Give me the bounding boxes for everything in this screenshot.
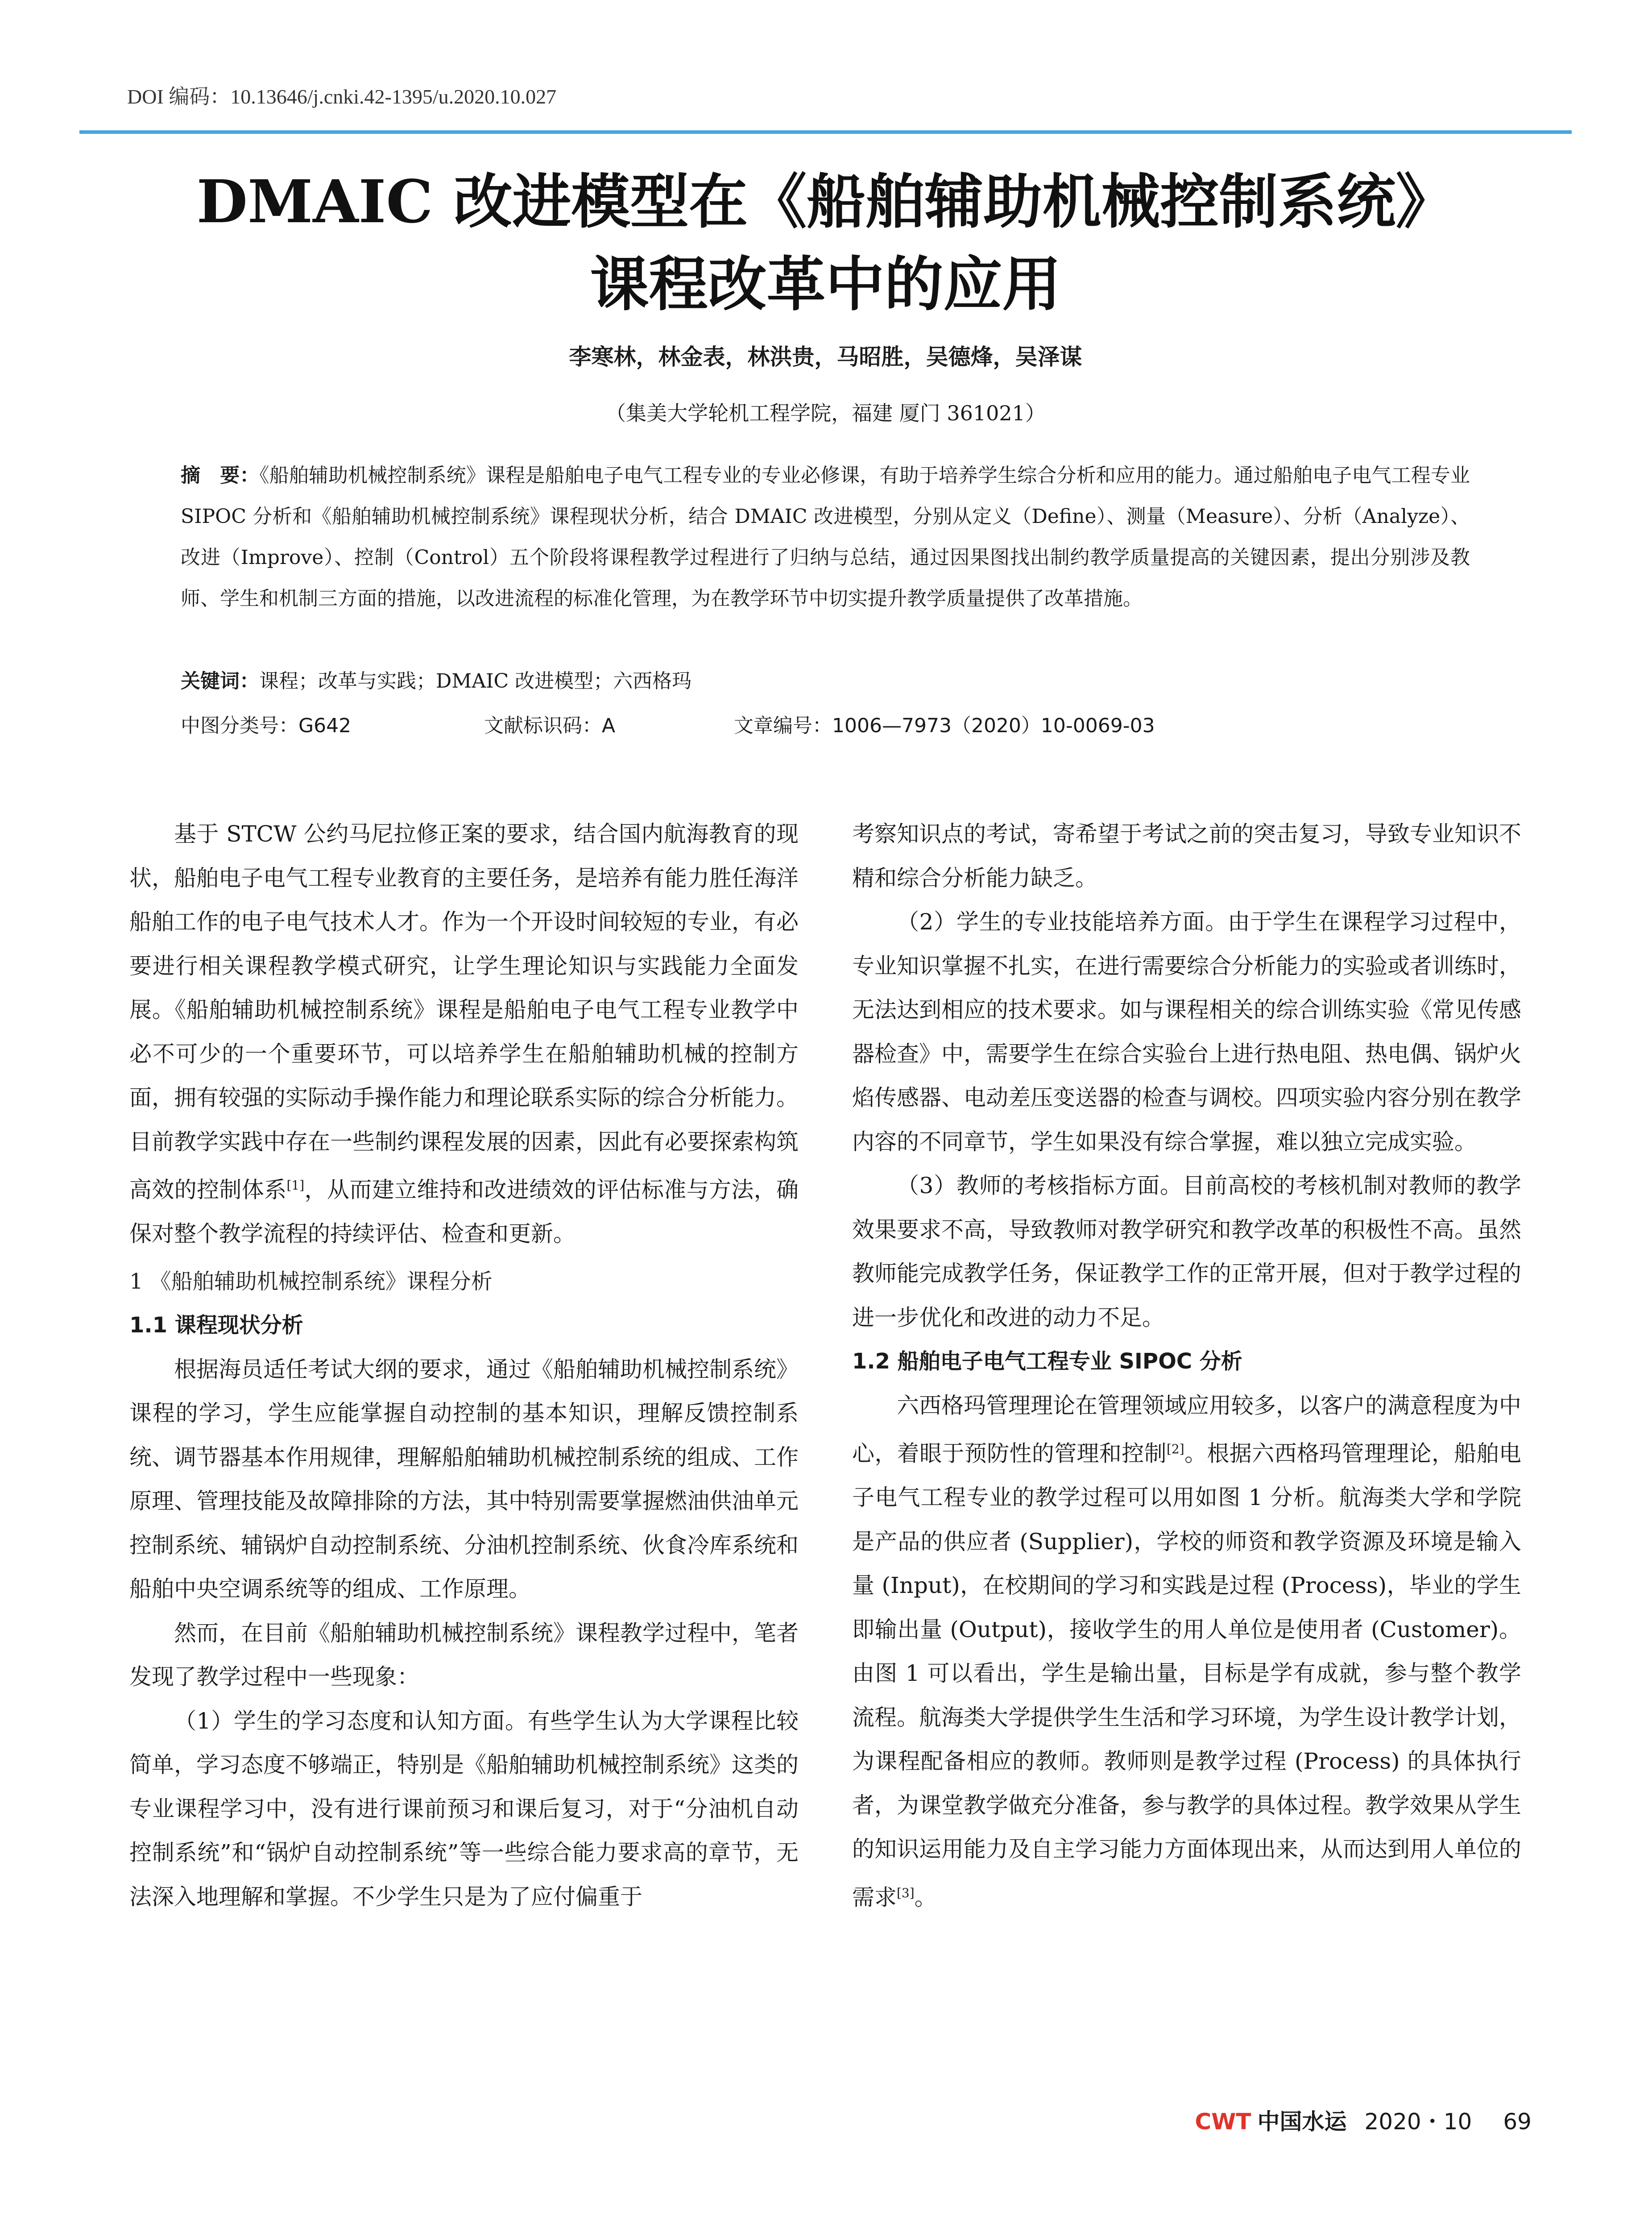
section-heading-1-1: 1.1 课程现状分析 [129,1313,303,1338]
abstract-text: 《船舶辅助机械控制系统》课程是船舶电子电气工程专业的专业必修课，有助于培养学生综合分析和应用的能力。通过船舶电子电气工程专业 SIPOC 分析和《船舶辅助机械控制系统》课程现状分析，结合 DMAIC 改进模型，分别从定义（Define）、测量（Measure）、分析（Analyze）、改进（Improve）、控制（Control）五个阶段将课程教学过程进行了归纳与总结，通过因果图找出制约教学质量提高的关键因素，提出分别涉及教师、学生和机制三方面的措施，以改进流程的标准化管理，为在教学环节中切实提升教学质量提供了改革措施。 [181,464,1470,610]
section-heading-1: 1 《船舶辅助机械控制系统》课程分析 [129,1269,493,1294]
sipoc-text: 六西格玛管理理论在管理领域应用较多，以客户的满意程度为中心，着眼于预防性的管理和控制 [852,1392,1521,1467]
authors: 李寒林，林金表，林洪贵，马昭胜，吴德烽，吴泽谋 [569,344,1082,370]
section-heading-1-2: 1.2 船舶电子电气工程专业 SIPOC 分析 [852,1349,1242,1374]
paragraph-item-3: （3）教师的考核指标方面。目前高校的考核机制对教师的教学效果要求不高，导致教师对教学研究和教学改革的积极性不高。虽然教师能完成教学任务，保证教学工作的正常开展，但对于教学过程的进一步优化和改进的动力不足。 [852,1173,1521,1331]
abstract-label: 摘 要： [181,464,260,487]
journal-logo: CWT [1195,2109,1251,2135]
abstract [181,455,1470,619]
left-column [129,812,799,1919]
keywords-label: 关键词： [181,670,259,693]
title-line-1: DMAIC 改进模型在《船舶辅助机械控制系统》 [196,167,1455,236]
clc-number: 中图分类号：G642 [181,714,352,737]
paper-title [79,161,1572,326]
document-code: 文献标识码：A [484,714,616,737]
classification-row [181,709,1470,738]
paragraph-syllabus: 根据海员适任考试大纲的要求，通过《船舶辅助机械控制系统》课程的学习，学生应能掌握自动控制的基本知识，理解反馈控制系统、调节器基本作用规律，理解船舶辅助机械控制系统的组成、工作原理、管理技能及故障排除的方法，其中特别需要掌握燃油供油单元控制系统、辅锅炉自动控制系统、分油机控制系统、伙食冷库系统和船舶中央空调系统等的组成、工作原理。 [129,1356,799,1602]
affiliation: （集美大学轮机工程学院，福建 厦门 361021） [605,401,1046,425]
sipoc-text-end: 。 [914,1884,937,1911]
intro-paragraph [129,812,799,1256]
sipoc-text-tail: 。根据六西格玛管理理论，船舶电子电气工程专业的教学过程可以用如图 1 分析。航海类大学和学院是产品的供应者 (Supplier)，学校的师资和教学资源及环境是输入量 (Input)，在校期间的学习和实践是过程 (Process)，毕业的学生即输出量 (Output)，接收学生的用人单位是使用者 (Customer)。由图 1 可以看出，学生是输出量，目标是学有成就，参与整个教学流程。航海类大学提供学生生活和学习环境，为学生设计教学计划，为课程配备相应的教师。教师则是教学过程 (Process) 的具体执行者，为课堂教学做充分准备，参与教学的具体过程。教学效果从学生的知识运用能力及自主学习能力方面体现出来，从而达到用人单位的需求 [852,1440,1522,1911]
page-footer [1195,2104,1532,2136]
article-number: 文章编号：1006—7973（2020）10-0069-03 [734,714,1155,737]
intro-text: 基于 STCW 公约马尼拉修正案的要求，结合国内航海教育的现状，船舶电子电气工程专业教育的主要任务，是培养有能力胜任海洋船舶工作的电子电气技术人才。作为一个开设时间较短的专业，有必要进行相关课程教学模式研究，让学生理论知识与实践能力全面发展。《船舶辅助机械控制系统》课程是船舶电子电气工程专业教学中必不可少的一个重要环节，可以培养学生在船舶辅助机械的控制方面，拥有较强的实际动手操作能力和理论联系实际的综合分析能力。目前教学实践中存在一些制约课程发展的因素，因此有必要探索构筑高效的控制体系 [129,821,799,1203]
citation-1[interactable]: [1] [286,1178,305,1193]
right-column [852,812,1521,1920]
title-line-2: 课程改革中的应用 [590,250,1061,319]
page-number: 69 [1503,2109,1532,2135]
issue-date: 2020・10 [1364,2109,1472,2135]
paragraph-phenomena: 然而，在目前《船舶辅助机械控制系统》课程教学过程中，笔者发现了教学过程中一些现象： [129,1620,799,1690]
keywords-text: 课程；改革与实践；DMAIC 改进模型；六西格玛 [259,670,692,693]
citation-2[interactable]: [2] [1167,1442,1184,1456]
doi-line: DOI 编码：10.13646/j.cnki.42-1395/u.2020.10.027 [127,85,557,108]
paragraph-item-1-cont: 考察知识点的考试，寄希望于考试之前的突击复习，导致专业知识不精和综合分析能力缺乏。 [852,821,1521,891]
journal-name: 中国水运 [1257,2108,1347,2135]
citation-3[interactable]: [3] [897,1885,915,1900]
header-rule [79,130,1572,134]
paragraph-sipoc [852,1384,1521,1920]
paragraph-item-1: （1）学生的学习态度和认知方面。有些学生认为大学课程比较简单，学习态度不够端正，特别是《船舶辅助机械控制系统》这类的专业课程学习中，没有进行课前预习和课后复习，对于“分油机自动控制系统”和“锅炉自动控制系统”等一些综合能力要求高的章节，无法深入地理解和掌握。不少学生只是为了应付偏重于 [129,1708,799,1910]
paragraph-item-2: （2）学生的专业技能培养方面。由于学生在课程学习过程中，专业知识掌握不扎实，在进行需要综合分析能力的实验或者训练时，无法达到相应的技术要求。如与课程相关的综合训练实验《常见传感器检查》中，需要学生在综合实验台上进行热电阻、热电偶、锅炉火焰传感器、电动差压变送器的检查与调校。四项实验内容分别在教学内容的不同章节，学生如果没有综合掌握，难以独立完成实验。 [852,909,1521,1155]
keywords [181,665,1470,693]
intro-text-tail: ，从而建立维持和改进绩效的评估标准与方法，确保对整个教学流程的持续评估、检查和更新。 [129,1177,799,1247]
